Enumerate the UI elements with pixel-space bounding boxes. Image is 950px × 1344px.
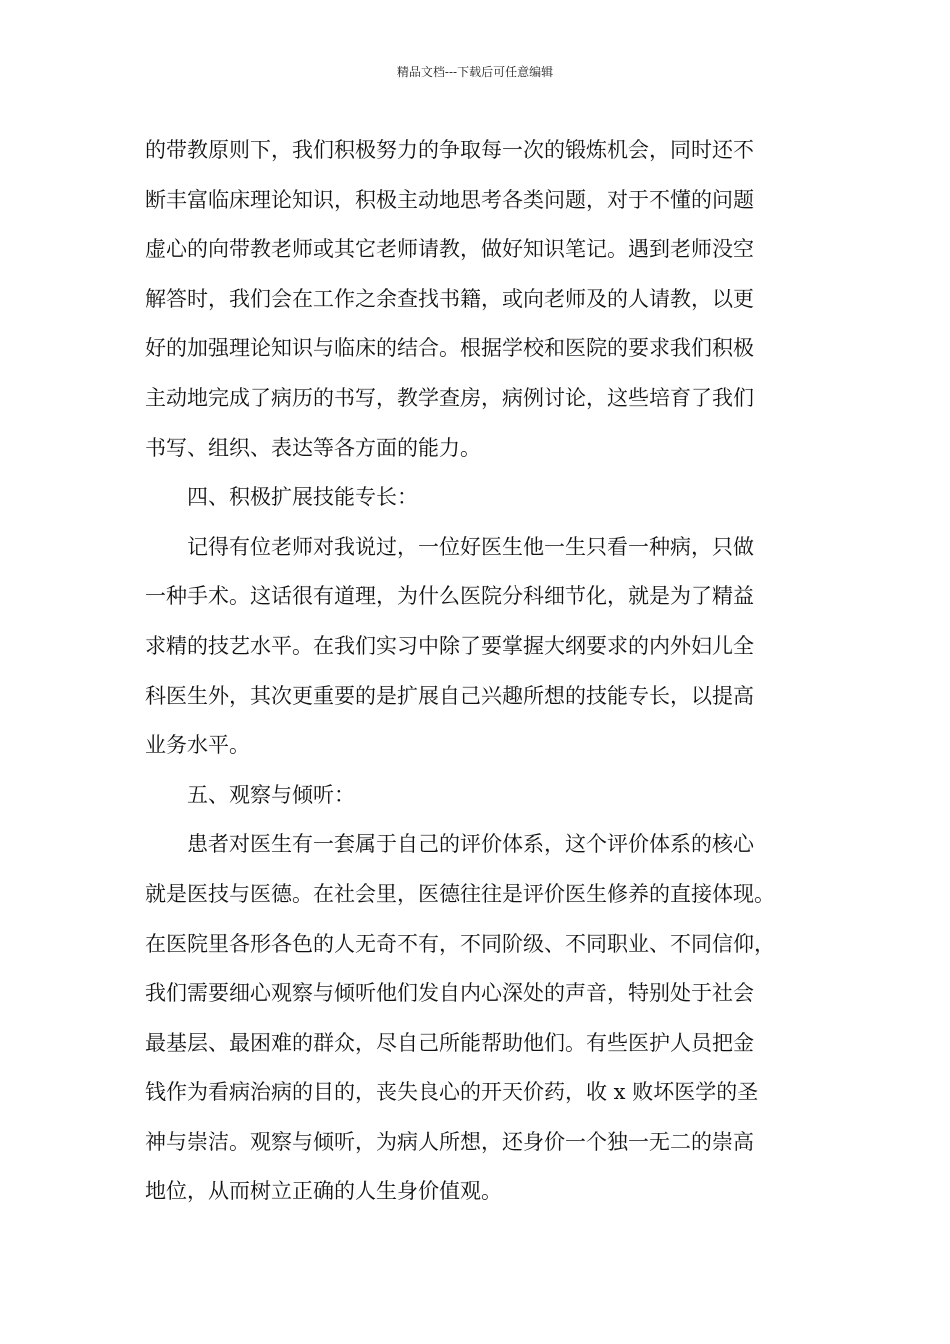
page-header: 精品文档---下载后可任意编辑 — [396, 65, 554, 79]
text-line: 一种手术。这话很有道理，为什么医院分科细节化，就是为了精益 — [145, 584, 754, 609]
text-line: 神与崇洁。观察与倾听，为病人所想，还身价一个独一无二的崇高 — [145, 1129, 754, 1154]
text-line: 断丰富临床理论知识，积极主动地思考各类问题，对于不懂的问题 — [145, 187, 754, 212]
text-line: 我们需要细心观察与倾听他们发自内心深处的声音，特别处于社会 — [145, 981, 754, 1006]
text-line: 科医生外，其次更重要的是扩展自己兴趣所想的技能专长，以提高 — [145, 683, 754, 708]
text-line: 解答时，我们会在工作之余查找书籍，或向老师及的人请教，以更 — [145, 286, 754, 311]
text-line: 好的加强理论知识与临床的结合。根据学校和医院的要求我们积极 — [145, 336, 754, 361]
text-line: 求精的技艺水平。在我们实习中除了要掌握大纲要求的内外妇儿全 — [145, 633, 754, 658]
text-line: 就是医技与医德。在社会里，医德往往是评价医生修养的直接体现。 — [145, 881, 775, 906]
text-line: 业务水平。 — [145, 733, 250, 758]
document-body — [145, 126, 817, 1217]
text-line: 虚心的向带教老师或其它老师请教，做好知识笔记。遇到老师没空 — [145, 237, 754, 262]
text-line: 书写、组织、表达等各方面的能力。 — [145, 435, 481, 460]
section-heading: 五、观察与倾听： — [187, 782, 355, 807]
section-heading: 四、积极扩展技能专长： — [187, 485, 418, 510]
text-line: 最基层、最困难的群众，尽自己所能帮助他们。有些医护人员把金 — [145, 1030, 754, 1055]
text-line: 的带教原则下，我们积极努力的争取每一次的锻炼机会，同时还不 — [145, 138, 754, 162]
text-line: 在医院里各形各色的人无奇不有，不同阶级、不同职业、不同信仰， — [145, 931, 775, 956]
text-line: 记得有位老师对我说过，一位好医生他一生只看一种病，只做 — [187, 534, 754, 559]
text-line: 主动地完成了病历的书写，教学查房，病例讨论，这些培育了我们 — [145, 385, 754, 410]
text-line: 钱作为看病治病的目的，丧失良心的开天价药，收 x 败坏医学的圣 — [145, 1080, 759, 1105]
text-line: 地位，从而树立正确的人生身价值观。 — [145, 1179, 502, 1204]
text-line: 患者对医生有一套属于自己的评价体系，这个评价体系的核心 — [187, 832, 754, 857]
